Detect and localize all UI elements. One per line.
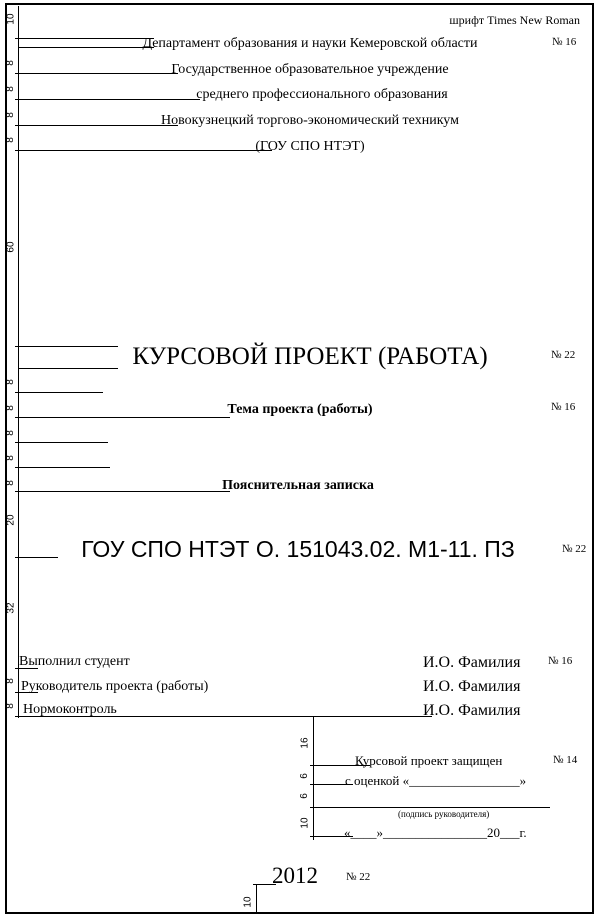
dim-label: 8 xyxy=(4,86,16,92)
signature-caption: (подпись руководителя) xyxy=(398,809,490,819)
dim-label: 32 xyxy=(5,602,17,614)
year: 2012 xyxy=(272,863,318,888)
size-note: № 22 xyxy=(346,871,371,883)
tick xyxy=(15,99,21,100)
header-line-level: среднего профессионального образования xyxy=(196,87,448,102)
tick xyxy=(15,716,21,717)
dim-label: 8 xyxy=(4,137,16,143)
normcontrol-name: И.О. Фамилия xyxy=(423,702,521,719)
document-title: КУРСОВОЙ ПРОЕКТ (РАБОТА) xyxy=(132,343,488,370)
size-note: № 16 xyxy=(552,36,577,48)
size-note: № 22 xyxy=(551,349,576,361)
dim-label: 8 xyxy=(4,678,16,684)
size-note: № 22 xyxy=(562,543,587,555)
size-note: № 14 xyxy=(553,754,578,766)
dim-label: 8 xyxy=(4,379,16,385)
dim-label: 8 xyxy=(4,430,16,436)
dim-label: 20 xyxy=(5,514,17,526)
project-topic: Тема проекта (работы) xyxy=(227,402,373,417)
signature-line xyxy=(313,807,550,808)
defense-date: «____»________________20___г. xyxy=(344,825,527,840)
dim-label: 60 xyxy=(5,241,17,253)
tick xyxy=(15,38,21,39)
tick xyxy=(15,150,21,151)
dim-label: 8 xyxy=(4,703,16,709)
dim-label: 16 xyxy=(299,737,311,749)
font-note: шрифт Times New Roman xyxy=(449,13,580,27)
header-line-department: Департамент образования и науки Кемеровской области xyxy=(142,36,478,51)
tick xyxy=(15,346,21,347)
normcontrol-label: Нормоконтроль xyxy=(23,702,117,717)
left-dimension-line xyxy=(18,6,19,718)
header-line-abbrev: (ГОУ СПО НТЭТ) xyxy=(255,139,365,154)
supervisor-label: Руководитель проекта (работы) xyxy=(21,679,209,694)
leader-line xyxy=(18,467,110,468)
dim-label: 6 xyxy=(298,793,310,799)
student-name: И.О. Фамилия xyxy=(423,654,521,671)
dim-label: 6 xyxy=(298,773,310,779)
student-label: Выполнил студент xyxy=(19,654,130,669)
dim-label: 8 xyxy=(4,60,16,66)
tick xyxy=(15,467,21,468)
defense-protected: Курсовой проект защищен xyxy=(355,753,503,768)
right-dimension-line xyxy=(313,716,314,840)
dim-label: 8 xyxy=(4,405,16,411)
tick xyxy=(15,392,21,393)
leader-line xyxy=(18,417,230,418)
tick xyxy=(15,417,21,418)
document-code: ГОУ СПО НТЭТ О. 151043.02. М1-11. ПЗ xyxy=(81,536,515,562)
size-note: № 16 xyxy=(551,401,576,413)
tick xyxy=(15,442,21,443)
dim-label: 10 xyxy=(299,817,311,829)
header-line-college: Новокузнецкий торгово-экономический техникум xyxy=(161,113,459,128)
leader-line xyxy=(18,442,108,443)
year-dimension-line xyxy=(256,884,257,912)
tick xyxy=(15,125,21,126)
explanatory-note: Пояснительная записка xyxy=(222,478,374,493)
dim-label: 8 xyxy=(4,112,16,118)
dim-label: 10 xyxy=(5,13,17,25)
tick xyxy=(15,73,21,74)
size-note: № 16 xyxy=(548,655,573,667)
supervisor-name: И.О. Фамилия xyxy=(423,678,521,695)
dim-label: 8 xyxy=(4,455,16,461)
dim-label: 8 xyxy=(4,480,16,486)
leader-line xyxy=(18,392,103,393)
tick xyxy=(15,491,21,492)
tick xyxy=(15,557,21,558)
dim-label: 10 xyxy=(242,896,254,908)
header-line-institution: Государственное образовательное учреждение xyxy=(171,62,449,77)
defense-grade: с оценкой «_________________» xyxy=(345,773,527,788)
